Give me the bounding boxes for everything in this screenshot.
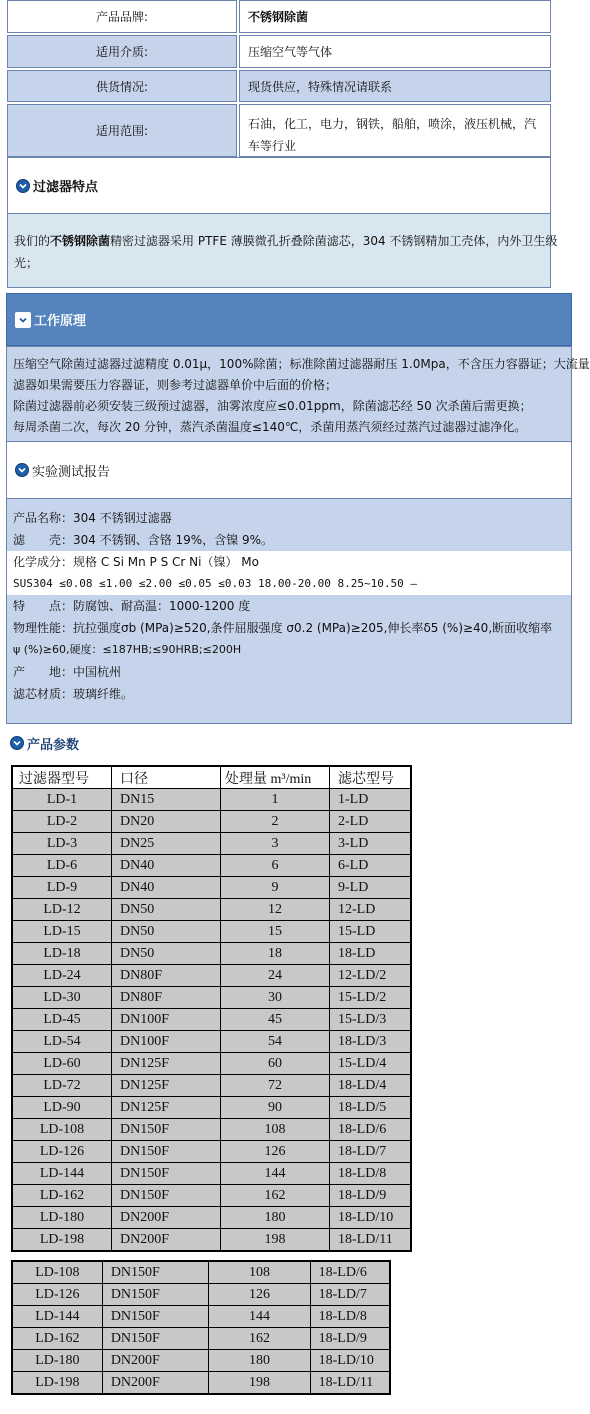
cell-diameter: DN200F bbox=[102, 1372, 209, 1395]
cell-capacity: 24 bbox=[221, 965, 330, 987]
table-row bbox=[12, 899, 411, 921]
cell-model: LD-54 bbox=[12, 1031, 112, 1053]
table-row bbox=[12, 1229, 411, 1252]
cell-diameter: DN100F bbox=[112, 1009, 221, 1031]
cell-diameter: DN100F bbox=[112, 1031, 221, 1053]
table-row bbox=[12, 965, 411, 987]
cell-element: 2-LD bbox=[330, 811, 412, 833]
info-label: 适用范围: bbox=[7, 104, 237, 157]
cell-capacity: 18 bbox=[221, 943, 330, 965]
cell-element: 15-LD/4 bbox=[330, 1053, 412, 1075]
cell-capacity: 90 bbox=[221, 1097, 330, 1119]
cell-capacity: 45 bbox=[221, 1009, 330, 1031]
work-line: 除菌过滤器前必须安装三级预过滤器，油雾浓度应≤0.01ppm，除菌滤芯经 50 次杀菌后需更换； bbox=[13, 399, 532, 413]
cell-element: 18-LD/11 bbox=[310, 1372, 390, 1395]
cell-element: 18-LD/8 bbox=[310, 1306, 390, 1328]
cell-element: 18-LD/10 bbox=[330, 1207, 412, 1229]
cell-diameter: DN125F bbox=[112, 1053, 221, 1075]
cell-capacity: 54 bbox=[221, 1031, 330, 1053]
cell-model: LD-72 bbox=[12, 1075, 112, 1097]
test-line: 化学成分：规格 C Si Mn P S Cr Ni（镍） Mo bbox=[7, 551, 571, 573]
work-line: 每周杀菌二次，每次 20 分钟，蒸汽杀菌温度≤140℃，杀菌用蒸汽须经过蒸汽过滤器过滤净化。 bbox=[13, 420, 527, 434]
cell-diameter: DN150F bbox=[112, 1163, 221, 1185]
cell-capacity: 6 bbox=[221, 855, 330, 877]
cell-model: LD-60 bbox=[12, 1053, 112, 1075]
cell-capacity: 12 bbox=[221, 899, 330, 921]
cell-capacity: 180 bbox=[221, 1207, 330, 1229]
cell-model: LD-45 bbox=[12, 1009, 112, 1031]
header-diameter: 口径 bbox=[112, 766, 221, 789]
info-row-supply bbox=[7, 70, 551, 102]
cell-model: LD-6 bbox=[12, 855, 112, 877]
cell-capacity: 198 bbox=[221, 1229, 330, 1252]
info-value: 不锈钢除菌 bbox=[239, 0, 551, 33]
cell-element: 3-LD bbox=[330, 833, 412, 855]
cell-capacity: 126 bbox=[209, 1284, 310, 1306]
cell-element: 15-LD bbox=[330, 921, 412, 943]
cell-element: 18-LD/7 bbox=[330, 1141, 412, 1163]
cell-element: 12-LD/2 bbox=[330, 965, 412, 987]
table-row bbox=[12, 1328, 390, 1350]
table-row bbox=[12, 1141, 411, 1163]
chevron-down-icon bbox=[15, 463, 29, 477]
cell-diameter: DN40 bbox=[112, 877, 221, 899]
table-row bbox=[12, 855, 411, 877]
work-principle-heading bbox=[6, 293, 572, 346]
cell-element: 1-LD bbox=[330, 789, 412, 811]
work-principle-title: 工作原理 bbox=[34, 314, 87, 329]
table-row bbox=[12, 877, 411, 899]
cell-model: LD-108 bbox=[12, 1119, 112, 1141]
features-title: 过滤器特点 bbox=[33, 180, 99, 195]
cell-element: 18-LD bbox=[330, 943, 412, 965]
cell-diameter: DN150F bbox=[102, 1328, 209, 1350]
cell-model: LD-12 bbox=[12, 899, 112, 921]
features-text-pre: 我们的 bbox=[14, 234, 51, 248]
cell-model: LD-180 bbox=[12, 1207, 112, 1229]
features-text-post: 精密过滤器采用 PTFE 薄膜微孔折叠除菌滤芯，304 不锈钢精加工壳体，内外卫生级 bbox=[110, 234, 558, 248]
cell-element: 15-LD/3 bbox=[330, 1009, 412, 1031]
info-label: 供货情况: bbox=[7, 70, 237, 102]
table-row bbox=[12, 1053, 411, 1075]
cell-element: 18-LD/6 bbox=[330, 1119, 412, 1141]
cell-model: LD-108 bbox=[12, 1261, 102, 1284]
header-capacity: 处理量 m³/min bbox=[221, 766, 330, 789]
cell-element: 9-LD bbox=[330, 877, 412, 899]
table-row bbox=[12, 1350, 390, 1372]
cell-capacity: 15 bbox=[221, 921, 330, 943]
table-row bbox=[12, 1163, 411, 1185]
cell-model: LD-18 bbox=[12, 943, 112, 965]
features-heading bbox=[7, 157, 551, 213]
test-line: 物理性能：抗拉强度σb (MPa)≥520,条件屈服强度 σ0.2 (MPa)≥205,伸长率δ5 (%)≥40,断面收缩率 bbox=[13, 621, 553, 635]
cell-diameter: DN150F bbox=[112, 1185, 221, 1207]
cell-capacity: 198 bbox=[209, 1372, 310, 1395]
table-row bbox=[12, 789, 411, 811]
header-model: 过滤器型号 bbox=[12, 766, 112, 789]
cell-diameter: DN50 bbox=[112, 921, 221, 943]
cell-diameter: DN125F bbox=[112, 1097, 221, 1119]
test-line: 产 地：中国杭州 bbox=[13, 665, 122, 679]
cell-element: 12-LD bbox=[330, 899, 412, 921]
test-line: 滤芯材质：玻璃纤维。 bbox=[13, 687, 134, 701]
cell-capacity: 162 bbox=[209, 1328, 310, 1350]
cell-capacity: 126 bbox=[221, 1141, 330, 1163]
cell-diameter: DN15 bbox=[112, 789, 221, 811]
cell-capacity: 1 bbox=[221, 789, 330, 811]
cell-model: LD-3 bbox=[12, 833, 112, 855]
test-line: ψ (%)≥60,硬度：≤187HB;≤90HRB;≤200H bbox=[13, 643, 242, 656]
cell-diameter: DN80F bbox=[112, 965, 221, 987]
cell-capacity: 144 bbox=[209, 1306, 310, 1328]
table-row bbox=[12, 1372, 390, 1395]
cell-element: 18-LD/4 bbox=[330, 1075, 412, 1097]
table-row bbox=[12, 1075, 411, 1097]
header-element: 滤芯型号 bbox=[330, 766, 412, 789]
cell-model: LD-162 bbox=[12, 1328, 102, 1350]
cell-element: 18-LD/6 bbox=[310, 1261, 390, 1284]
chevron-down-icon bbox=[10, 736, 24, 750]
cell-capacity: 3 bbox=[221, 833, 330, 855]
test-report-title: 实验测试报告 bbox=[32, 464, 111, 480]
params-table bbox=[11, 765, 412, 1252]
cell-diameter: DN50 bbox=[112, 943, 221, 965]
test-line: 滤 壳：304 不锈钢、含铬 19%，含镍 9%。 bbox=[13, 533, 274, 547]
table-row bbox=[12, 833, 411, 855]
cell-diameter: DN200F bbox=[102, 1350, 209, 1372]
chevron-down-icon bbox=[15, 312, 31, 328]
cell-diameter: DN150F bbox=[102, 1284, 209, 1306]
cell-model: LD-198 bbox=[12, 1372, 102, 1395]
cell-element: 18-LD/9 bbox=[330, 1185, 412, 1207]
table-row bbox=[12, 1284, 390, 1306]
cell-element: 15-LD/2 bbox=[330, 987, 412, 1009]
cell-model: LD-2 bbox=[12, 811, 112, 833]
params-heading bbox=[10, 730, 79, 756]
cell-diameter: DN50 bbox=[112, 899, 221, 921]
features-text-line2: 光； bbox=[14, 256, 39, 270]
table-row bbox=[12, 1306, 390, 1328]
cell-capacity: 108 bbox=[209, 1261, 310, 1284]
cell-capacity: 72 bbox=[221, 1075, 330, 1097]
work-principle-text bbox=[6, 346, 590, 442]
cell-model: LD-126 bbox=[12, 1284, 102, 1306]
cell-capacity: 162 bbox=[221, 1185, 330, 1207]
cell-model: LD-9 bbox=[12, 877, 112, 899]
cell-model: LD-15 bbox=[12, 921, 112, 943]
table-row bbox=[12, 1207, 411, 1229]
table-row bbox=[12, 987, 411, 1009]
cell-diameter: DN125F bbox=[112, 1075, 221, 1097]
cell-diameter: DN80F bbox=[112, 987, 221, 1009]
test-line: 产品名称：304 不锈钢过滤器 bbox=[13, 511, 172, 525]
table-row bbox=[12, 1009, 411, 1031]
cell-diameter: DN25 bbox=[112, 833, 221, 855]
info-label: 产品品牌: bbox=[7, 0, 237, 33]
cell-model: LD-24 bbox=[12, 965, 112, 987]
table-row bbox=[12, 1119, 411, 1141]
params-header-row bbox=[12, 766, 411, 789]
test-line: SUS304 ≤0.08 ≤1.00 ≤2.00 ≤0.05 ≤0.03 18.00-20.00 8.25~10.50 – bbox=[7, 573, 571, 595]
cell-model: LD-144 bbox=[12, 1163, 112, 1185]
info-row-brand bbox=[7, 0, 551, 33]
cell-element: 18-LD/9 bbox=[310, 1328, 390, 1350]
cell-diameter: DN150F bbox=[112, 1141, 221, 1163]
cell-model: LD-30 bbox=[12, 987, 112, 1009]
cell-element: 6-LD bbox=[330, 855, 412, 877]
info-value: 压缩空气等气体 bbox=[239, 35, 551, 68]
cell-model: LD-198 bbox=[12, 1229, 112, 1252]
cell-model: LD-144 bbox=[12, 1306, 102, 1328]
info-label: 适用介质: bbox=[7, 35, 237, 68]
test-report-heading bbox=[6, 442, 572, 498]
cell-diameter: DN20 bbox=[112, 811, 221, 833]
table-row bbox=[12, 1185, 411, 1207]
info-value: 现货供应，特殊情况请联系 bbox=[239, 70, 551, 102]
cell-diameter: DN200F bbox=[112, 1229, 221, 1252]
table-row bbox=[12, 1097, 411, 1119]
params-title: 产品参数 bbox=[27, 737, 80, 753]
cell-diameter: DN200F bbox=[112, 1207, 221, 1229]
info-row-scope bbox=[7, 104, 551, 157]
cell-capacity: 108 bbox=[221, 1119, 330, 1141]
info-row-medium bbox=[7, 35, 551, 68]
cell-diameter: DN150F bbox=[102, 1261, 209, 1284]
cell-capacity: 30 bbox=[221, 987, 330, 1009]
cell-diameter: DN150F bbox=[102, 1306, 209, 1328]
table-row bbox=[12, 1031, 411, 1053]
cell-model: LD-1 bbox=[12, 789, 112, 811]
cell-element: 18-LD/5 bbox=[330, 1097, 412, 1119]
cell-capacity: 144 bbox=[221, 1163, 330, 1185]
params-table-repeat bbox=[11, 1260, 391, 1395]
cell-element: 18-LD/11 bbox=[330, 1229, 412, 1252]
cell-model: LD-162 bbox=[12, 1185, 112, 1207]
cell-capacity: 180 bbox=[209, 1350, 310, 1372]
cell-model: LD-90 bbox=[12, 1097, 112, 1119]
test-line: 特 点：防腐蚀、耐高温：1000-1200 度 bbox=[13, 599, 251, 613]
params-table-repeat-wrap bbox=[11, 1264, 391, 1414]
cell-element: 18-LD/8 bbox=[330, 1163, 412, 1185]
table-row bbox=[12, 943, 411, 965]
features-text bbox=[7, 213, 558, 288]
cell-element: 18-LD/3 bbox=[330, 1031, 412, 1053]
table-row bbox=[12, 1261, 390, 1284]
features-text-bold: 不锈钢除菌 bbox=[50, 234, 111, 248]
table-row bbox=[12, 811, 411, 833]
work-line: 滤器如果需要压力容器证，则参考过滤器单价中后面的价格； bbox=[13, 378, 338, 392]
cell-capacity: 60 bbox=[221, 1053, 330, 1075]
info-value: 石油，化工，电力，钢铁，船舶，喷涂，液压机械，汽 车等行业 bbox=[239, 104, 551, 157]
cell-element: 18-LD/7 bbox=[310, 1284, 390, 1306]
product-info-table bbox=[7, 0, 551, 157]
cell-diameter: DN150F bbox=[112, 1119, 221, 1141]
cell-model: LD-126 bbox=[12, 1141, 112, 1163]
chevron-down-icon bbox=[16, 179, 30, 193]
cell-capacity: 9 bbox=[221, 877, 330, 899]
table-row bbox=[12, 921, 411, 943]
cell-element: 18-LD/10 bbox=[310, 1350, 390, 1372]
work-line: 压缩空气除菌过滤器过滤精度 0.01μ，100%除菌；标准除菌过滤器耐压 1.0Mpa，不含压力容器证；大流量 bbox=[13, 357, 590, 371]
cell-capacity: 2 bbox=[221, 811, 330, 833]
cell-diameter: DN40 bbox=[112, 855, 221, 877]
test-report-text bbox=[6, 498, 572, 724]
cell-model: LD-180 bbox=[12, 1350, 102, 1372]
